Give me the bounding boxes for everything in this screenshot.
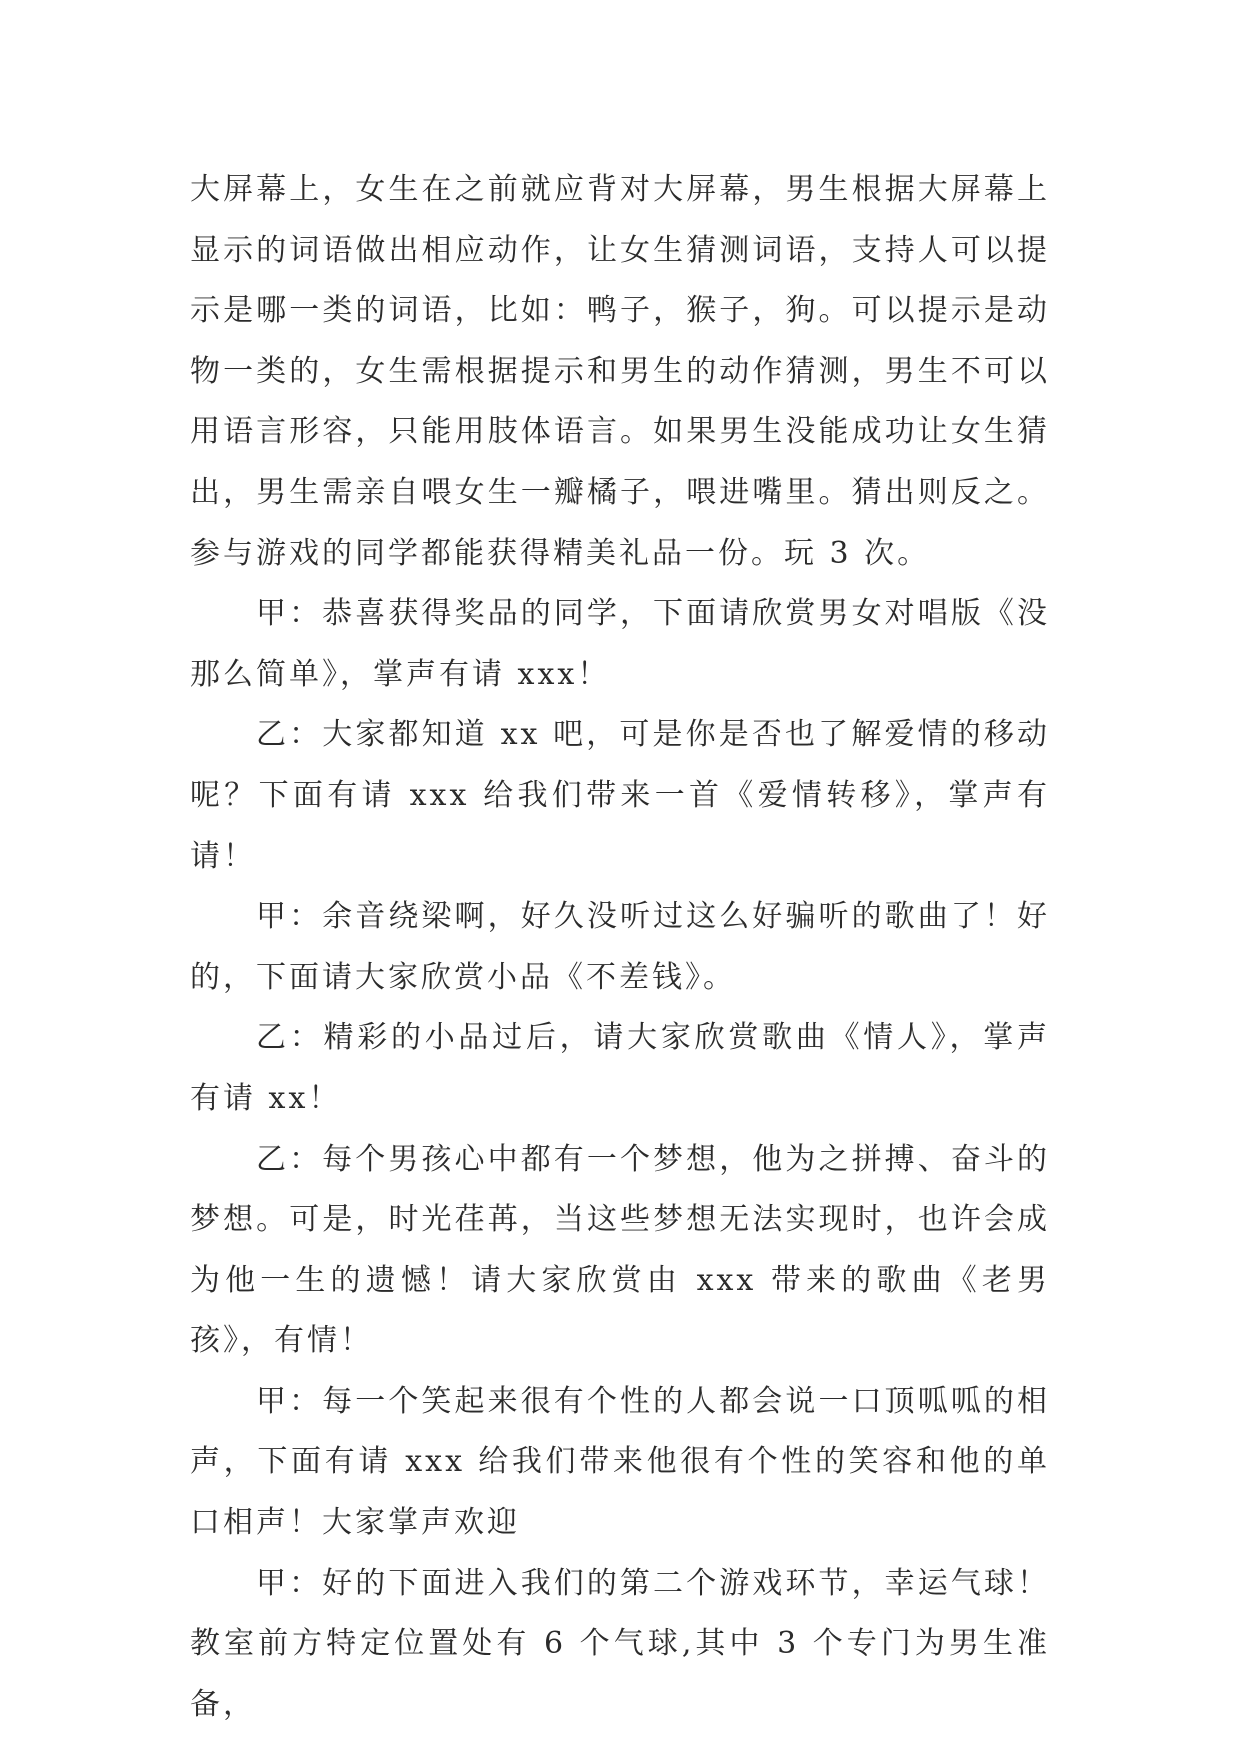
paragraph-host-a-3: 甲：每一个笑起来很有个性的人都会说一口顶呱呱的相声，下面有请 xxx 给我们带来他很有个性的笑容和他的单口相声！大家掌声欢迎 — [190, 1383, 1050, 1541]
paragraph-host-b-3: 乙：每个男孩心中都有一个梦想，他为之拼搏、奋斗的梦想。可是，时光荏苒，当这些梦想无法实现时，也许会成为他一生的遗憾！请大家欣赏由 xxx 带来的歌曲《老男孩》，有情！ — [190, 1141, 1050, 1359]
document-body — [190, 160, 1050, 1735]
paragraph-host-a-2: 甲：余音绕梁啊，好久没听过这么好骗听的歌曲了！好的，下面请大家欣赏小品《不差钱》。 — [190, 899, 1050, 995]
paragraph-host-a-1: 甲：恭喜获得奖品的同学，下面请欣赏男女对唱版《没那么简单》，掌声有请 xxx！ — [190, 596, 1050, 692]
paragraph-host-a-4: 甲：好的下面进入我们的第二个游戏环节，幸运气球！教室前方特定位置处有 6 个气球,其中 3 个专门为男生准备， — [190, 1565, 1050, 1722]
paragraph-host-b-2: 乙：精彩的小品过后，请大家欣赏歌曲《情人》，掌声有请 xx！ — [190, 1020, 1050, 1116]
paragraph-game-rules: 大屏幕上，女生在之前就应背对大屏幕，男生根据大屏幕上显示的词语做出相应动作，让女生猜测词语，支持人可以提示是哪一类的词语，比如：鸭子，猴子，狗。可以提示是动物一类的，女生需根据提示和男生的动作猜测，男生不可以用语言形容，只能用肢体语言。如果男生没能成功让女生猜出，男生需亲自喂女生一瓣橘子，喂进嘴里。猜出则反之。参与游戏的同学都能获得精美礼品一份。玩 3 次。 — [190, 172, 1050, 571]
paragraph-host-b-1: 乙：大家都知道 xx 吧，可是你是否也了解爱情的移动呢？下面有请 xxx 给我们带来一首《爱情转移》，掌声有请！ — [190, 717, 1050, 874]
